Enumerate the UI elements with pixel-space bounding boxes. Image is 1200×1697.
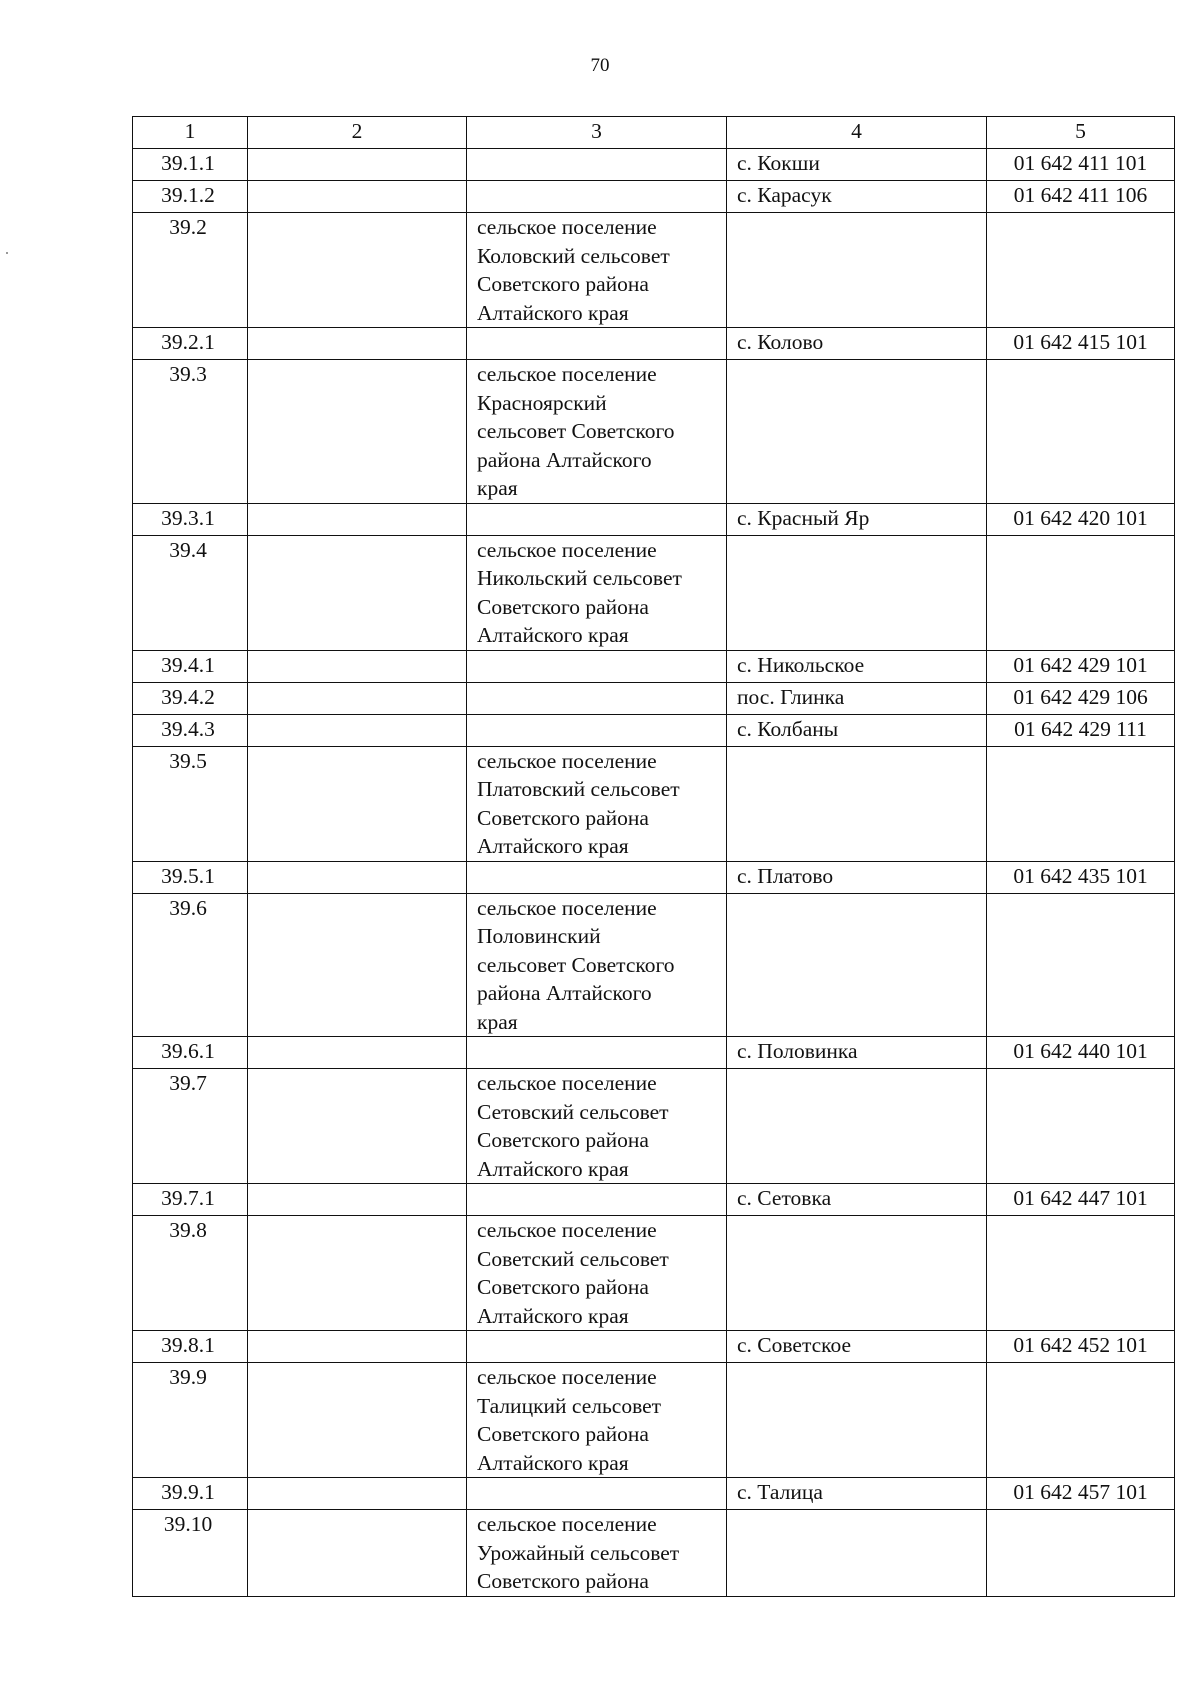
row-municipality-cell (467, 503, 727, 535)
table-row (133, 1069, 1175, 1184)
row-settlement-cell: с. Никольское (727, 650, 987, 682)
row-col2-cell (248, 503, 467, 535)
row-code-cell: 39.3.1 (133, 503, 248, 535)
row-col2-cell (248, 650, 467, 682)
row-municipality-cell (467, 328, 727, 360)
municipality-line: Платовский сельсовет (477, 777, 680, 801)
row-col2-cell (248, 213, 467, 328)
row-col2-cell (248, 893, 467, 1037)
row-col2-cell (248, 1331, 467, 1363)
municipality-line: Советского района (477, 594, 649, 619)
row-municipality-cell (467, 149, 727, 181)
row-municipality-cell (467, 746, 727, 861)
row-okato-cell (987, 893, 1175, 1037)
municipality-line: Красноярский (477, 390, 607, 415)
municipality-line: Половинский (477, 924, 601, 948)
municipality-line: Алтайского края (477, 1303, 629, 1328)
municipality-line: сельское поселение (477, 1365, 657, 1389)
row-settlement-cell: с. Карасук (727, 181, 987, 213)
row-settlement-cell (727, 1216, 987, 1331)
row-settlement-cell (727, 1510, 987, 1597)
table-body (133, 149, 1175, 1597)
row-col2-cell (248, 328, 467, 360)
row-code-cell: 39.5 (133, 746, 248, 861)
table-row (133, 535, 1175, 650)
municipality-line: сельское поселение (477, 1512, 657, 1536)
row-okato-cell: 01 642 440 101 (987, 1037, 1175, 1069)
municipality-line: Советский сельсовет (477, 1246, 669, 1271)
row-settlement-cell (727, 1069, 987, 1184)
row-col2-cell (248, 360, 467, 504)
table-row (133, 714, 1175, 746)
municipality-line: района Алтайского (477, 447, 652, 472)
table-row (133, 1184, 1175, 1216)
row-municipality-cell (467, 861, 727, 893)
row-settlement-cell: с. Колбаны (727, 714, 987, 746)
table-header (133, 117, 1175, 149)
row-settlement-cell: с. Советское (727, 1331, 987, 1363)
row-col2-cell (248, 181, 467, 213)
table-row (133, 328, 1175, 360)
row-municipality-cell (467, 535, 727, 650)
row-okato-cell: 01 642 435 101 (987, 861, 1175, 893)
row-settlement-cell (727, 535, 987, 650)
municipality-line: Коловский сельсовет (477, 243, 670, 268)
municipality-line: района Алтайского (477, 981, 652, 1005)
row-municipality-cell (467, 1331, 727, 1363)
row-municipality-cell (467, 1184, 727, 1216)
scan-speck (6, 252, 8, 254)
page-number: 70 (590, 55, 610, 76)
table-row (133, 360, 1175, 504)
header-cell-4: 4 (727, 117, 987, 149)
municipality-line: сельское поселение (477, 748, 657, 773)
row-settlement-cell (727, 1363, 987, 1478)
table-row (133, 1510, 1175, 1597)
row-settlement-cell (727, 893, 987, 1037)
row-col2-cell (248, 1216, 467, 1331)
row-okato-cell: 01 642 411 101 (987, 149, 1175, 181)
table-row (133, 149, 1175, 181)
row-municipality-cell (467, 1069, 727, 1184)
municipality-line: Советского района (477, 1275, 649, 1299)
row-municipality-cell (467, 1478, 727, 1510)
header-cell-2: 2 (248, 117, 467, 149)
municipality-line: сельсовет Советского (477, 952, 675, 977)
table-row (133, 1216, 1175, 1331)
row-col2-cell (248, 1069, 467, 1184)
municipality-line: края (477, 476, 518, 500)
row-col2-cell (248, 1184, 467, 1216)
municipality-line: Сетовский сельсовет (477, 1099, 669, 1124)
municipality-line: Советского района (477, 1569, 649, 1593)
municipality-line: сельсовет Советского (477, 419, 675, 443)
municipality-line: сельское поселение (477, 1218, 657, 1242)
row-code-cell: 39.8 (133, 1216, 248, 1331)
row-municipality-cell (467, 1216, 727, 1331)
row-municipality-cell (467, 360, 727, 504)
row-col2-cell (248, 1478, 467, 1510)
municipality-line: края (477, 1009, 518, 1034)
municipality-line: сельское поселение (477, 537, 657, 562)
table-row (133, 746, 1175, 861)
row-col2-cell (248, 1363, 467, 1478)
municipality-line: Алтайского края (477, 1156, 629, 1181)
municipality-line: Урожайный сельсовет (477, 1540, 680, 1565)
row-okato-cell: 01 642 411 106 (987, 181, 1175, 213)
row-code-cell: 39.4.3 (133, 714, 248, 746)
table-row (133, 650, 1175, 682)
row-col2-cell (248, 1510, 467, 1597)
municipality-line: сельское поселение (477, 215, 657, 239)
municipality-line: Алтайского края (477, 623, 629, 647)
row-municipality-cell (467, 1037, 727, 1069)
row-settlement-cell: с. Талица (727, 1478, 987, 1510)
row-okato-cell (987, 1216, 1175, 1331)
row-code-cell: 39.7.1 (133, 1184, 248, 1216)
row-code-cell: 39.4 (133, 535, 248, 650)
table-row (133, 1331, 1175, 1363)
row-col2-cell (248, 682, 467, 714)
row-municipality-cell (467, 650, 727, 682)
municipality-line: Советского района (477, 1128, 649, 1152)
row-settlement-cell (727, 746, 987, 861)
row-settlement-cell: с. Сетовка (727, 1184, 987, 1216)
row-col2-cell (248, 149, 467, 181)
row-settlement-cell: с. Колово (727, 328, 987, 360)
table-row (133, 893, 1175, 1037)
row-municipality-cell (467, 714, 727, 746)
table-row (133, 1363, 1175, 1478)
row-municipality-cell (467, 1510, 727, 1597)
header-cell-1: 1 (133, 117, 248, 149)
table-row (133, 1478, 1175, 1510)
table-row (133, 1037, 1175, 1069)
header-cell-5: 5 (987, 117, 1175, 149)
row-code-cell: 39.1.1 (133, 149, 248, 181)
row-col2-cell (248, 746, 467, 861)
row-settlement-cell (727, 213, 987, 328)
row-code-cell: 39.1.2 (133, 181, 248, 213)
row-col2-cell (248, 1037, 467, 1069)
table-row (133, 181, 1175, 213)
row-settlement-cell: с. Половинка (727, 1037, 987, 1069)
municipality-line: сельское поселение (477, 362, 657, 386)
registry-table (132, 116, 1175, 1597)
municipality-line: Алтайского края (477, 300, 629, 325)
row-col2-cell (248, 861, 467, 893)
municipality-line: Советского района (477, 805, 649, 830)
table-row (133, 503, 1175, 535)
municipality-line: сельское поселение (477, 1071, 657, 1095)
row-code-cell: 39.4.2 (133, 682, 248, 714)
row-settlement-cell: с. Кокши (727, 149, 987, 181)
row-okato-cell: 01 642 429 111 (987, 714, 1175, 746)
municipality-line: Талицкий сельсовет (477, 1393, 662, 1418)
row-okato-cell: 01 642 429 106 (987, 682, 1175, 714)
row-code-cell: 39.5.1 (133, 861, 248, 893)
row-okato-cell: 01 642 452 101 (987, 1331, 1175, 1363)
municipality-line: Советского района (477, 272, 649, 296)
row-okato-cell (987, 360, 1175, 504)
row-code-cell: 39.8.1 (133, 1331, 248, 1363)
row-code-cell: 39.10 (133, 1510, 248, 1597)
row-col2-cell (248, 714, 467, 746)
row-okato-cell: 01 642 429 101 (987, 650, 1175, 682)
row-code-cell: 39.2.1 (133, 328, 248, 360)
header-row (133, 117, 1175, 149)
row-code-cell: 39.7 (133, 1069, 248, 1184)
table-row (133, 213, 1175, 328)
row-okato-cell: 01 642 415 101 (987, 328, 1175, 360)
row-code-cell: 39.3 (133, 360, 248, 504)
row-code-cell: 39.6.1 (133, 1037, 248, 1069)
header-cell-3: 3 (467, 117, 727, 149)
row-code-cell: 39.9.1 (133, 1478, 248, 1510)
row-okato-cell (987, 746, 1175, 861)
row-settlement-cell (727, 360, 987, 504)
municipality-line: сельское поселение (477, 895, 657, 920)
row-municipality-cell (467, 682, 727, 714)
row-code-cell: 39.6 (133, 893, 248, 1037)
row-okato-cell: 01 642 457 101 (987, 1478, 1175, 1510)
row-settlement-cell: с. Платово (727, 861, 987, 893)
row-code-cell: 39.4.1 (133, 650, 248, 682)
row-code-cell: 39.9 (133, 1363, 248, 1478)
table-row (133, 682, 1175, 714)
row-okato-cell: 01 642 447 101 (987, 1184, 1175, 1216)
table-row (133, 861, 1175, 893)
row-settlement-cell: пос. Глинка (727, 682, 987, 714)
row-okato-cell (987, 535, 1175, 650)
row-okato-cell (987, 1363, 1175, 1478)
municipality-line: Никольский сельсовет (477, 566, 682, 590)
row-municipality-cell (467, 893, 727, 1037)
row-code-cell: 39.2 (133, 213, 248, 328)
row-okato-cell (987, 213, 1175, 328)
row-municipality-cell (467, 181, 727, 213)
municipality-line: Советского района (477, 1422, 649, 1446)
row-okato-cell: 01 642 420 101 (987, 503, 1175, 535)
municipality-line: Алтайского края (477, 834, 629, 858)
row-municipality-cell (467, 213, 727, 328)
row-col2-cell (248, 535, 467, 650)
row-okato-cell (987, 1510, 1175, 1597)
row-municipality-cell (467, 1363, 727, 1478)
row-settlement-cell: с. Красный Яр (727, 503, 987, 535)
municipality-line: Алтайского края (477, 1450, 629, 1475)
row-okato-cell (987, 1069, 1175, 1184)
